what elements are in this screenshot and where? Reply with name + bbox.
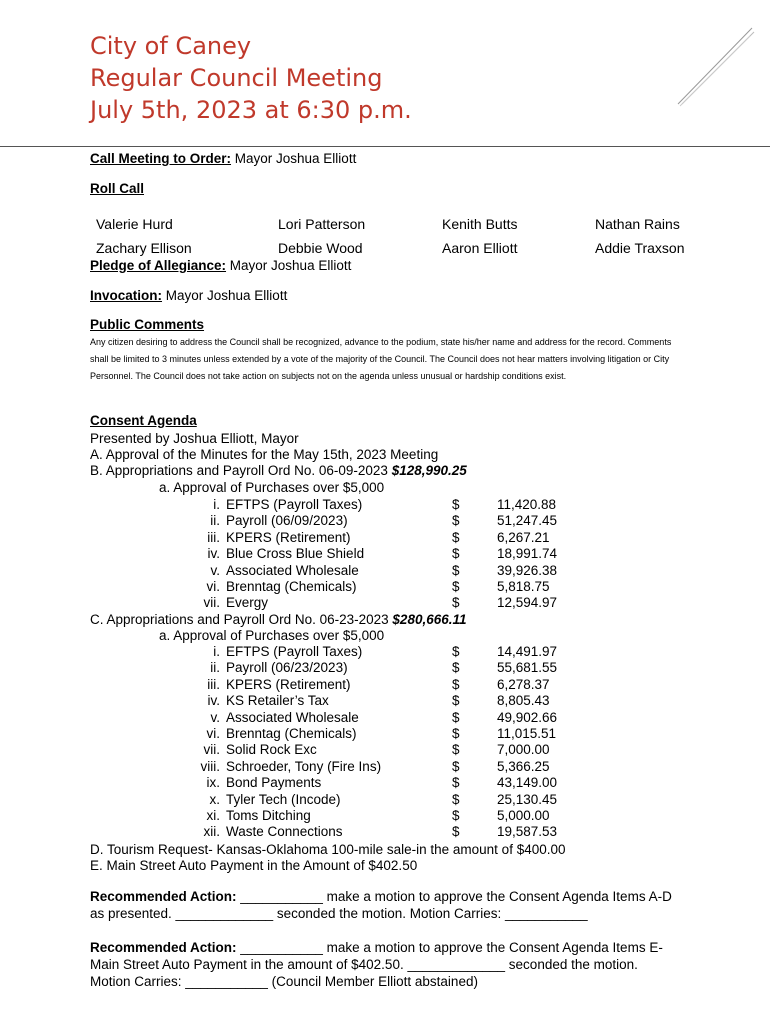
purchase-row-label: Evergy [226,595,269,611]
recommended-action-1 [90,888,682,922]
decorative-lines-graphic [676,24,756,108]
public-comments [90,317,204,332]
roll-member: Nathan Rains [595,216,680,232]
recommended-action-2 [90,939,682,990]
purchase-row-amount: 6,278.37 [497,676,550,692]
purchase-row-amount: 6,267.21 [497,529,550,545]
meeting-name: Regular Council Meeting [90,64,383,92]
purchase-row-amount: 18,991.74 [497,546,558,562]
purchase-row-label: Schroeder, Tony (Fire Ins) [226,758,382,774]
purchase-row-label: Bond Payments [226,775,322,791]
purchase-row-amount: 43,149.00 [497,775,558,791]
invocation [90,288,287,303]
purchase-row-label: Associated Wholesale [226,709,359,725]
purchase-row-amount: 5,818.75 [497,579,550,594]
purchase-row-dollar: $ [452,791,460,807]
purchase-row-label: Waste Connections [226,824,343,840]
purchase-row-numeral: i. [213,497,220,512]
purchase-row-label: EFTPS (Payroll Taxes) [226,497,363,512]
roll-member: Valerie Hurd [96,216,173,232]
purchase-row-dollar: $ [452,579,460,594]
roll-call [90,181,144,196]
pledge [90,258,351,273]
public-comments-text: Any citizen desiring to address the Council shall be recognized, advance to the podium, state his/her name and address for the record. Comments shall be limited to 3 minutes unless extended by a vote of the majority of the Council. The Council does not hear matters involving litigation or City Personnel. The Council does not take action on subjects not on the agenda unless unusual or hardship conditions exist. [90,337,672,381]
purchase-row-numeral: v. [210,562,220,578]
consent-item-d: D. Tourism Request- Kansas-Oklahoma 100-mile sale-in the amount of $400.00 [90,842,566,857]
purchase-row-dollar: $ [452,758,460,774]
purchase-row-dollar: $ [452,676,460,692]
purchase-row-numeral: iii. [207,676,220,692]
consent-item-b [90,463,467,479]
consent-presented: Presented by Joshua Elliott, Mayor [90,431,299,446]
purchase-row-dollar: $ [452,709,460,725]
purchase-row-label: KPERS (Retirement) [226,529,351,545]
consent-item-b-total: $128,990.25 [391,463,467,478]
purchase-row-numeral: viii. [200,758,220,774]
city-name: City of Caney [90,32,252,60]
purchase-row-numeral: iv. [207,546,220,562]
meeting-date: July 5th, 2023 at 6:30 p.m. [90,96,412,124]
purchase-row-numeral: xii. [203,824,220,840]
purchase-row-amount: 49,902.66 [497,709,558,725]
invocation-text: Mayor Joshua Elliott [162,288,288,303]
purchase-row-label: EFTPS (Payroll Taxes) [226,644,363,659]
consent-agenda [90,413,197,428]
purchase-row-amount: 5,000.00 [497,808,550,823]
purchase-row-label: Tyler Tech (Incode) [226,791,341,807]
roll-call-label: Roll Call [90,181,145,196]
consent-agenda-label: Consent Agenda [90,413,197,428]
invocation-label: Invocation: [90,288,163,303]
public-comments-label: Public Comments [90,317,205,332]
consent-item-c [90,612,467,628]
purchase-row-label: KPERS (Retirement) [226,676,351,692]
consent-item-c-sub: a. Approval of Purchases over $5,000 [159,628,385,643]
consent-item-e: E. Main Street Auto Payment in the Amount of $402.50 [90,858,418,873]
purchase-row-amount: 51,247.45 [497,513,558,529]
purchase-row-numeral: ii. [210,660,220,676]
purchase-row-label: Brenntag (Chemicals) [226,726,357,741]
purchase-row-label: Payroll (06/09/2023) [226,513,348,529]
purchase-row-label: Associated Wholesale [226,562,359,578]
purchase-row-amount: 11,015.51 [497,726,557,741]
purchase-row-label: Brenntag (Chemicals) [226,579,357,594]
call-to-order-label: Call Meeting to Order: [90,151,232,166]
purchase-row-numeral: vi. [206,579,220,594]
purchase-row-numeral: xi. [206,808,220,823]
roll-member: Lori Patterson [278,216,366,232]
purchase-row-dollar: $ [452,644,460,659]
pledge-label: Pledge of Allegiance: [90,258,227,273]
purchase-row-dollar: $ [452,660,460,676]
purchase-row-amount: 12,594.97 [497,595,558,611]
purchase-row-dollar: $ [452,808,460,823]
meeting-title [90,30,412,126]
purchase-row-label: KS Retailer’s Tax [226,693,329,709]
purchase-row-numeral: ii. [210,513,220,529]
purchase-row-dollar: $ [452,693,460,709]
purchase-row-amount: 8,805.43 [497,693,550,709]
purchase-row-numeral: vi. [206,726,220,741]
purchase-row-dollar: $ [452,546,460,562]
purchase-row-amount: 19,587.53 [497,824,558,840]
roll-member: Kenith Butts [442,216,518,232]
recommended-action-1-label: Recommended Action: [90,889,237,904]
purchase-row-numeral: ix. [206,775,220,791]
purchase-row-numeral: iii. [207,529,220,545]
header-divider [0,146,770,147]
purchase-row-dollar: $ [452,497,460,512]
purchase-row-amount: 14,491.97 [497,644,558,659]
purchase-row-label: Payroll (06/23/2023) [226,660,348,676]
purchase-row-amount: 25,130.45 [497,791,558,807]
purchase-row-amount: 39,926.38 [497,562,558,578]
roll-member: Debbie Wood [278,240,363,256]
recommended-action-2-text: ___________ make a motion to approve the Consent Agenda Items E-Main Street Auto Payment in the amount of $402.50. _____________ seconded the motion. Motion Carries: ___________ (Council Member Elliott abstained) [90,940,663,989]
roll-member: Addie Traxson [595,240,685,256]
purchase-row-dollar: $ [452,529,460,545]
purchase-row-numeral: x. [209,791,220,807]
call-to-order [90,151,356,166]
purchase-row-dollar: $ [452,595,460,611]
consent-item-c-text: C. Appropriations and Payroll Ord No. 06-23-2023 [90,612,393,627]
roll-member: Aaron Elliott [442,240,518,256]
purchase-row-label: Toms Ditching [226,808,311,823]
purchase-row-amount: 7,000.00 [497,742,550,758]
purchase-row-dollar: $ [452,742,460,758]
purchase-row-dollar: $ [452,513,460,529]
purchase-row-dollar: $ [452,775,460,791]
purchase-row-label: Blue Cross Blue Shield [226,546,365,562]
purchase-row-numeral: v. [210,709,220,725]
call-to-order-text: Mayor Joshua Elliott [231,151,357,166]
purchase-row-numeral: vii. [203,595,220,611]
purchase-row-numeral: iv. [207,693,220,709]
purchase-row-numeral: i. [213,644,220,659]
purchase-row-dollar: $ [452,824,460,840]
purchase-row-dollar: $ [452,726,460,741]
consent-item-b-text: B. Appropriations and Payroll Ord No. 06-09-2023 [90,463,392,478]
consent-item-c-total: $280,666.11 [392,612,467,627]
roll-member: Zachary Ellison [96,240,192,256]
purchase-row-dollar: $ [452,562,460,578]
recommended-action-1-text: ___________ make a motion to approve the Consent Agenda Items A-D as presented. _____________ seconded the motion. Motion Carries: ___________ [90,889,672,921]
consent-item-b-sub: a. Approval of Purchases over $5,000 [159,480,385,495]
purchase-row-amount: 11,420.88 [497,497,557,512]
recommended-action-2-label: Recommended Action: [90,940,237,955]
consent-item-a: A. Approval of the Minutes for the May 15th, 2023 Meeting [90,447,439,462]
purchase-row-label: Solid Rock Exc [226,742,317,758]
purchase-row-amount: 55,681.55 [497,660,558,676]
pledge-text: Mayor Joshua Elliott [226,258,352,273]
purchase-row-numeral: vii. [203,742,220,758]
purchase-row-amount: 5,366.25 [497,758,550,774]
